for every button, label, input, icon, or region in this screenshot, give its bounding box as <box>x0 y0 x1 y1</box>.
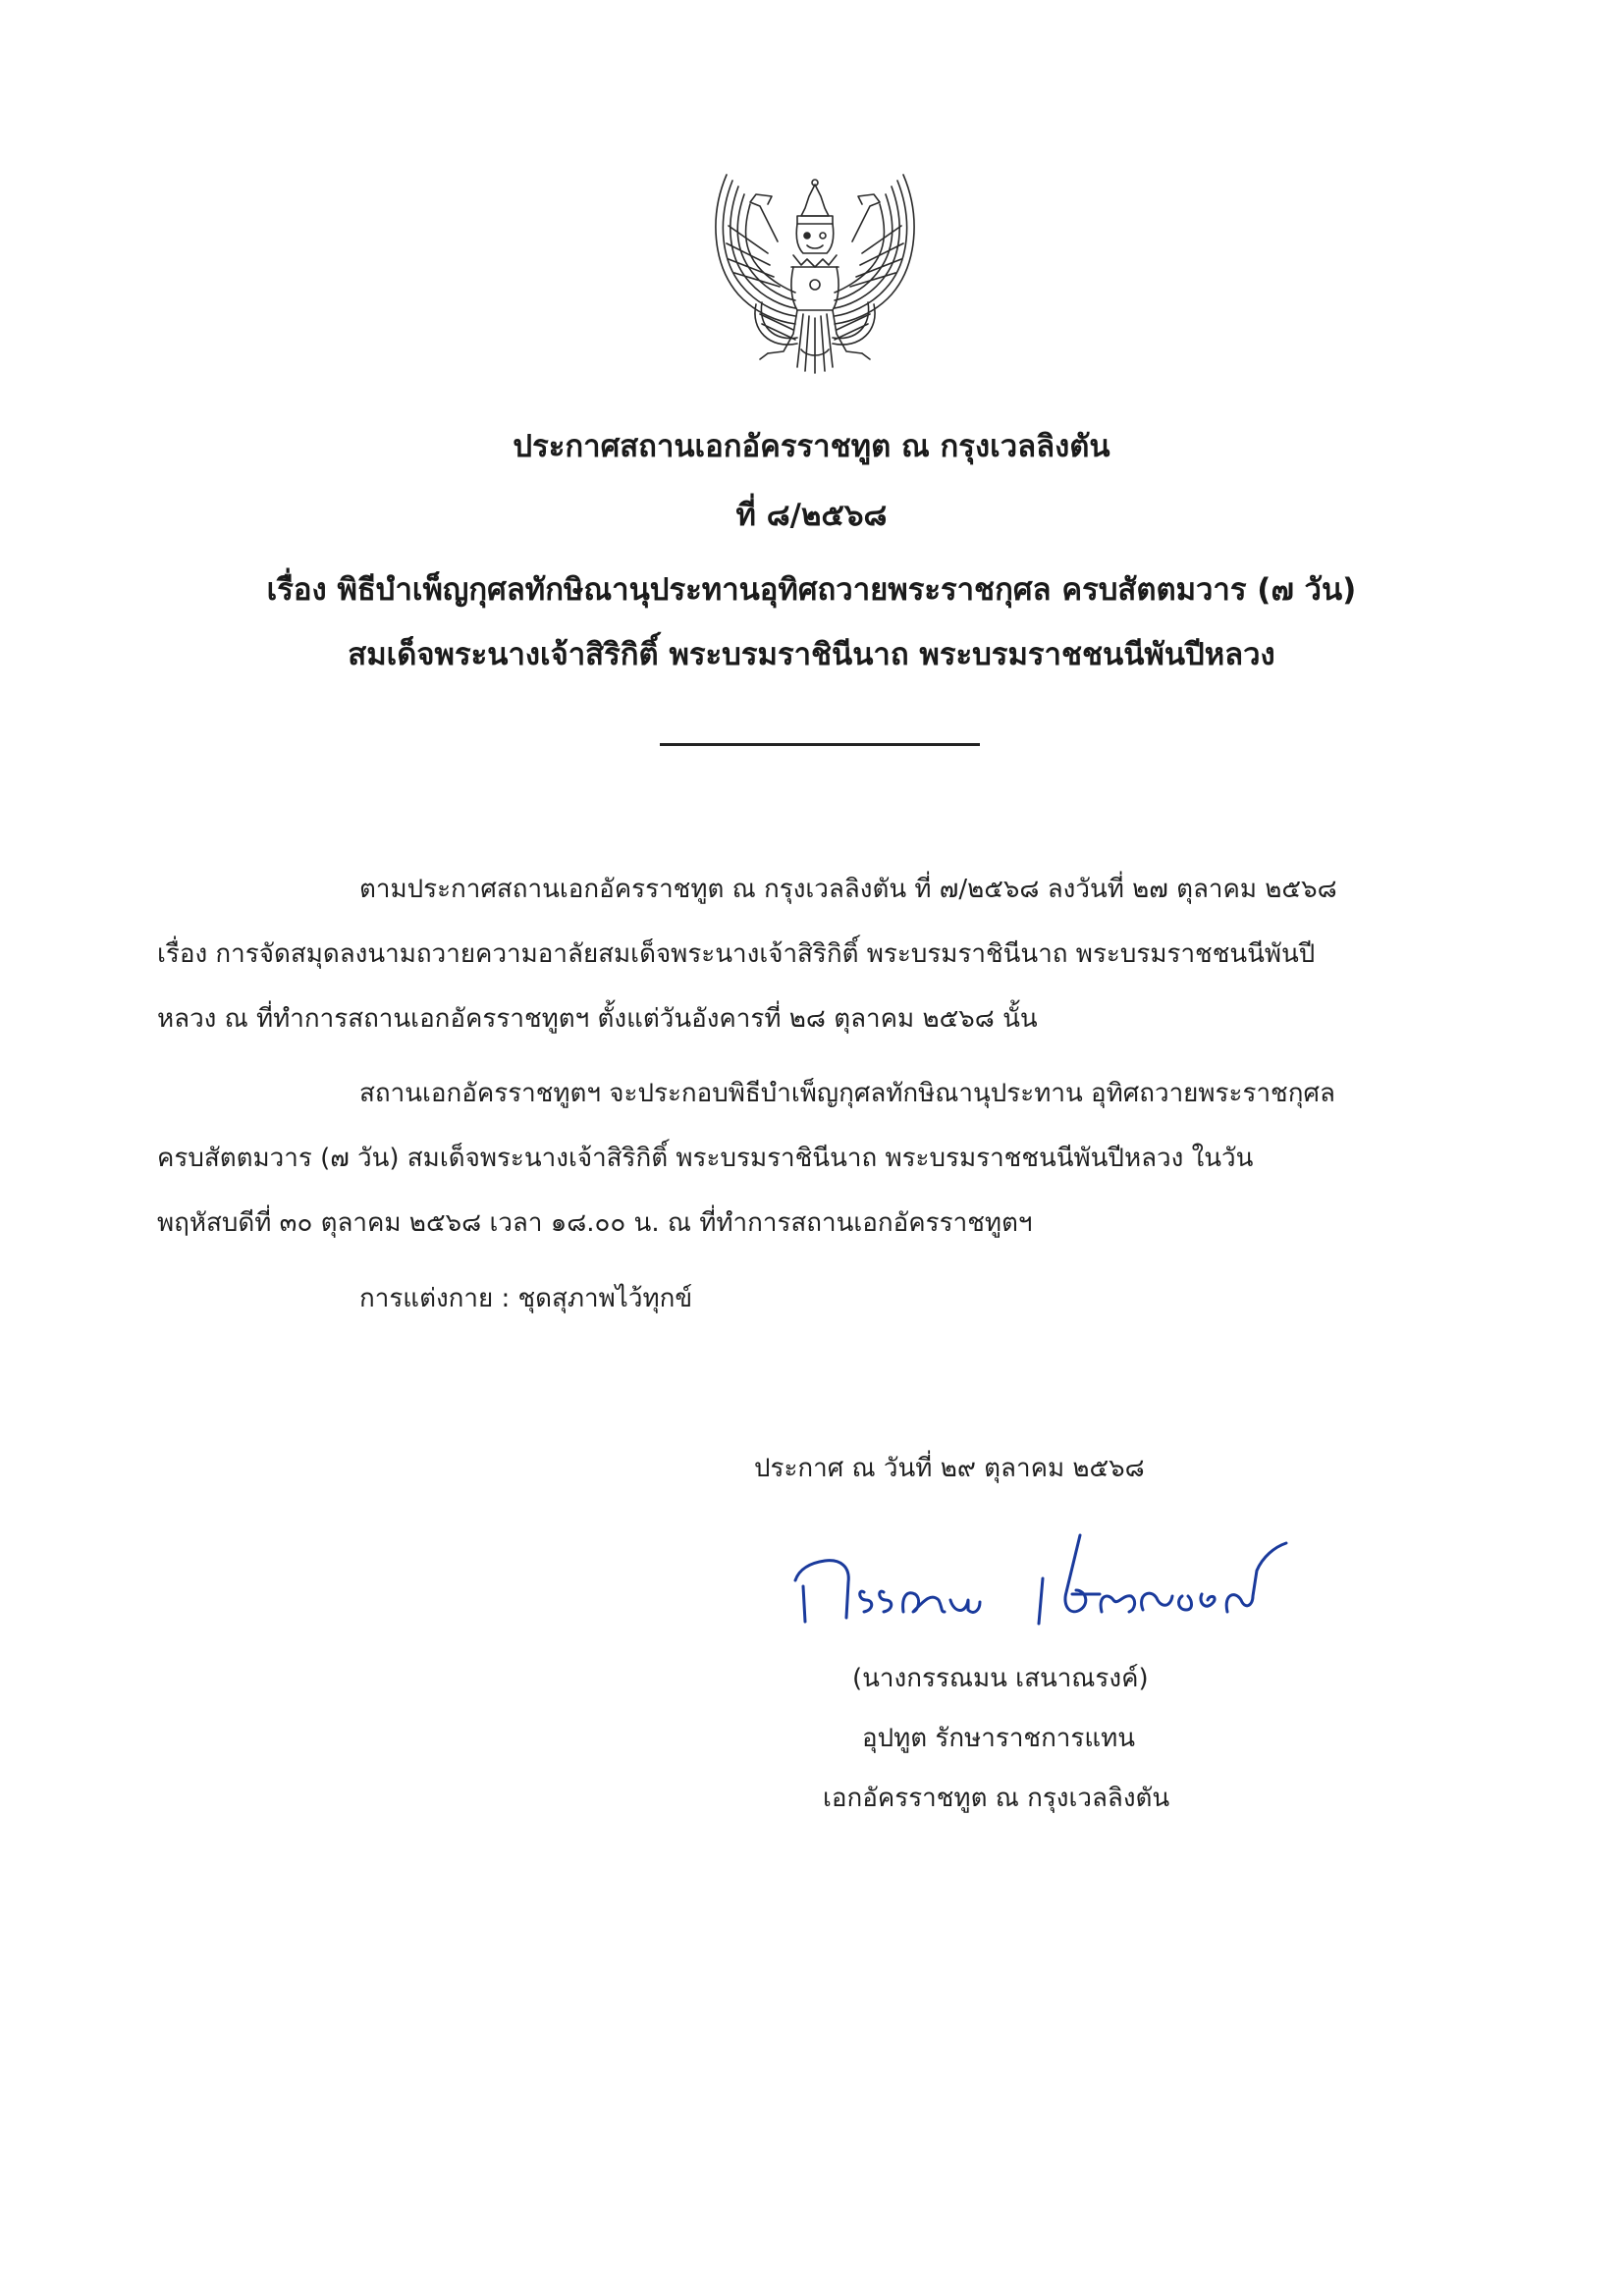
signatory-position-line-1: อุปทูต รักษาราชการแทน <box>862 1724 1136 1753</box>
paragraph-2-line-3: พฤหัสบดีที่ ๓๐ ตุลาคม ๒๕๖๘ เวลา ๑๘.๐๐ น. ณ ที่ทำการสถานเอกอัครราชทูตฯ <box>157 1208 1033 1238</box>
signatory-position-line-2: เอกอัครราชทูต ณ กรุงเวลลิงตัน <box>823 1784 1170 1813</box>
announcement-number: ที่ ๘/๒๕๖๘ <box>735 498 888 533</box>
announcement-subject-line-1: เรื่อง พิธีบำเพ็ญกุศลทักษิณานุประทานอุทิศถวายพระราชกุศล ครบสัตตมวาร (๗ วัน) <box>266 572 1357 608</box>
handwritten-signature <box>785 1531 1296 1629</box>
announcement-date-line: ประกาศ ณ วันที่ ๒๙ ตุลาคม ๒๕๖๘ <box>754 1454 1145 1483</box>
garuda-emblem-icon <box>699 157 931 375</box>
paragraph-2-line-1: สถานเอกอัครราชทูตฯ จะประกอบพิธีบำเพ็ญกุศลทักษิณานุประทาน อุทิศถวายพระราชกุศล <box>359 1079 1335 1108</box>
dress-code-line: การแต่งกาย : ชุดสุภาพไว้ทุกข์ <box>359 1284 693 1313</box>
paragraph-1-line-1: ตามประกาศสถานเอกอัครราชทูต ณ กรุงเวลลิงตัน ที่ ๗/๒๕๖๘ ลงวันที่ ๒๗ ตุลาคม ๒๕๖๘ <box>359 875 1337 904</box>
paragraph-1-line-3: หลวง ณ ที่ทำการสถานเอกอัครราชทูตฯ ตั้งแต่วันอังคารที่ ๒๘ ตุลาคม ๒๕๖๘ นั้น <box>157 1004 1038 1034</box>
paragraph-2-line-2: ครบสัตตมวาร (๗ วัน) สมเด็จพระนางเจ้าสิริกิติ์ พระบรมราชินีนาถ พระบรมราชชนนีพันปีหลวง ในวัน <box>157 1144 1254 1173</box>
announcement-subject-line-2: สมเด็จพระนางเจ้าสิริกิติ์ พระบรมราชินีนาถ พระบรมราชชนนีพันปีหลวง <box>348 637 1275 672</box>
header-divider <box>660 743 980 746</box>
paragraph-1-line-2: เรื่อง การจัดสมุดลงนามถวายความอาลัยสมเด็จพระนางเจ้าสิริกิติ์ พระบรมราชินีนาถ พระบรมราชชนนีพันปี <box>157 939 1316 969</box>
announcement-title: ประกาศสถานเอกอัครราชทูต ณ กรุงเวลลิงตัน <box>513 429 1110 464</box>
signatory-name: (นางกรรณมน เสนาณรงค์) <box>852 1664 1149 1693</box>
